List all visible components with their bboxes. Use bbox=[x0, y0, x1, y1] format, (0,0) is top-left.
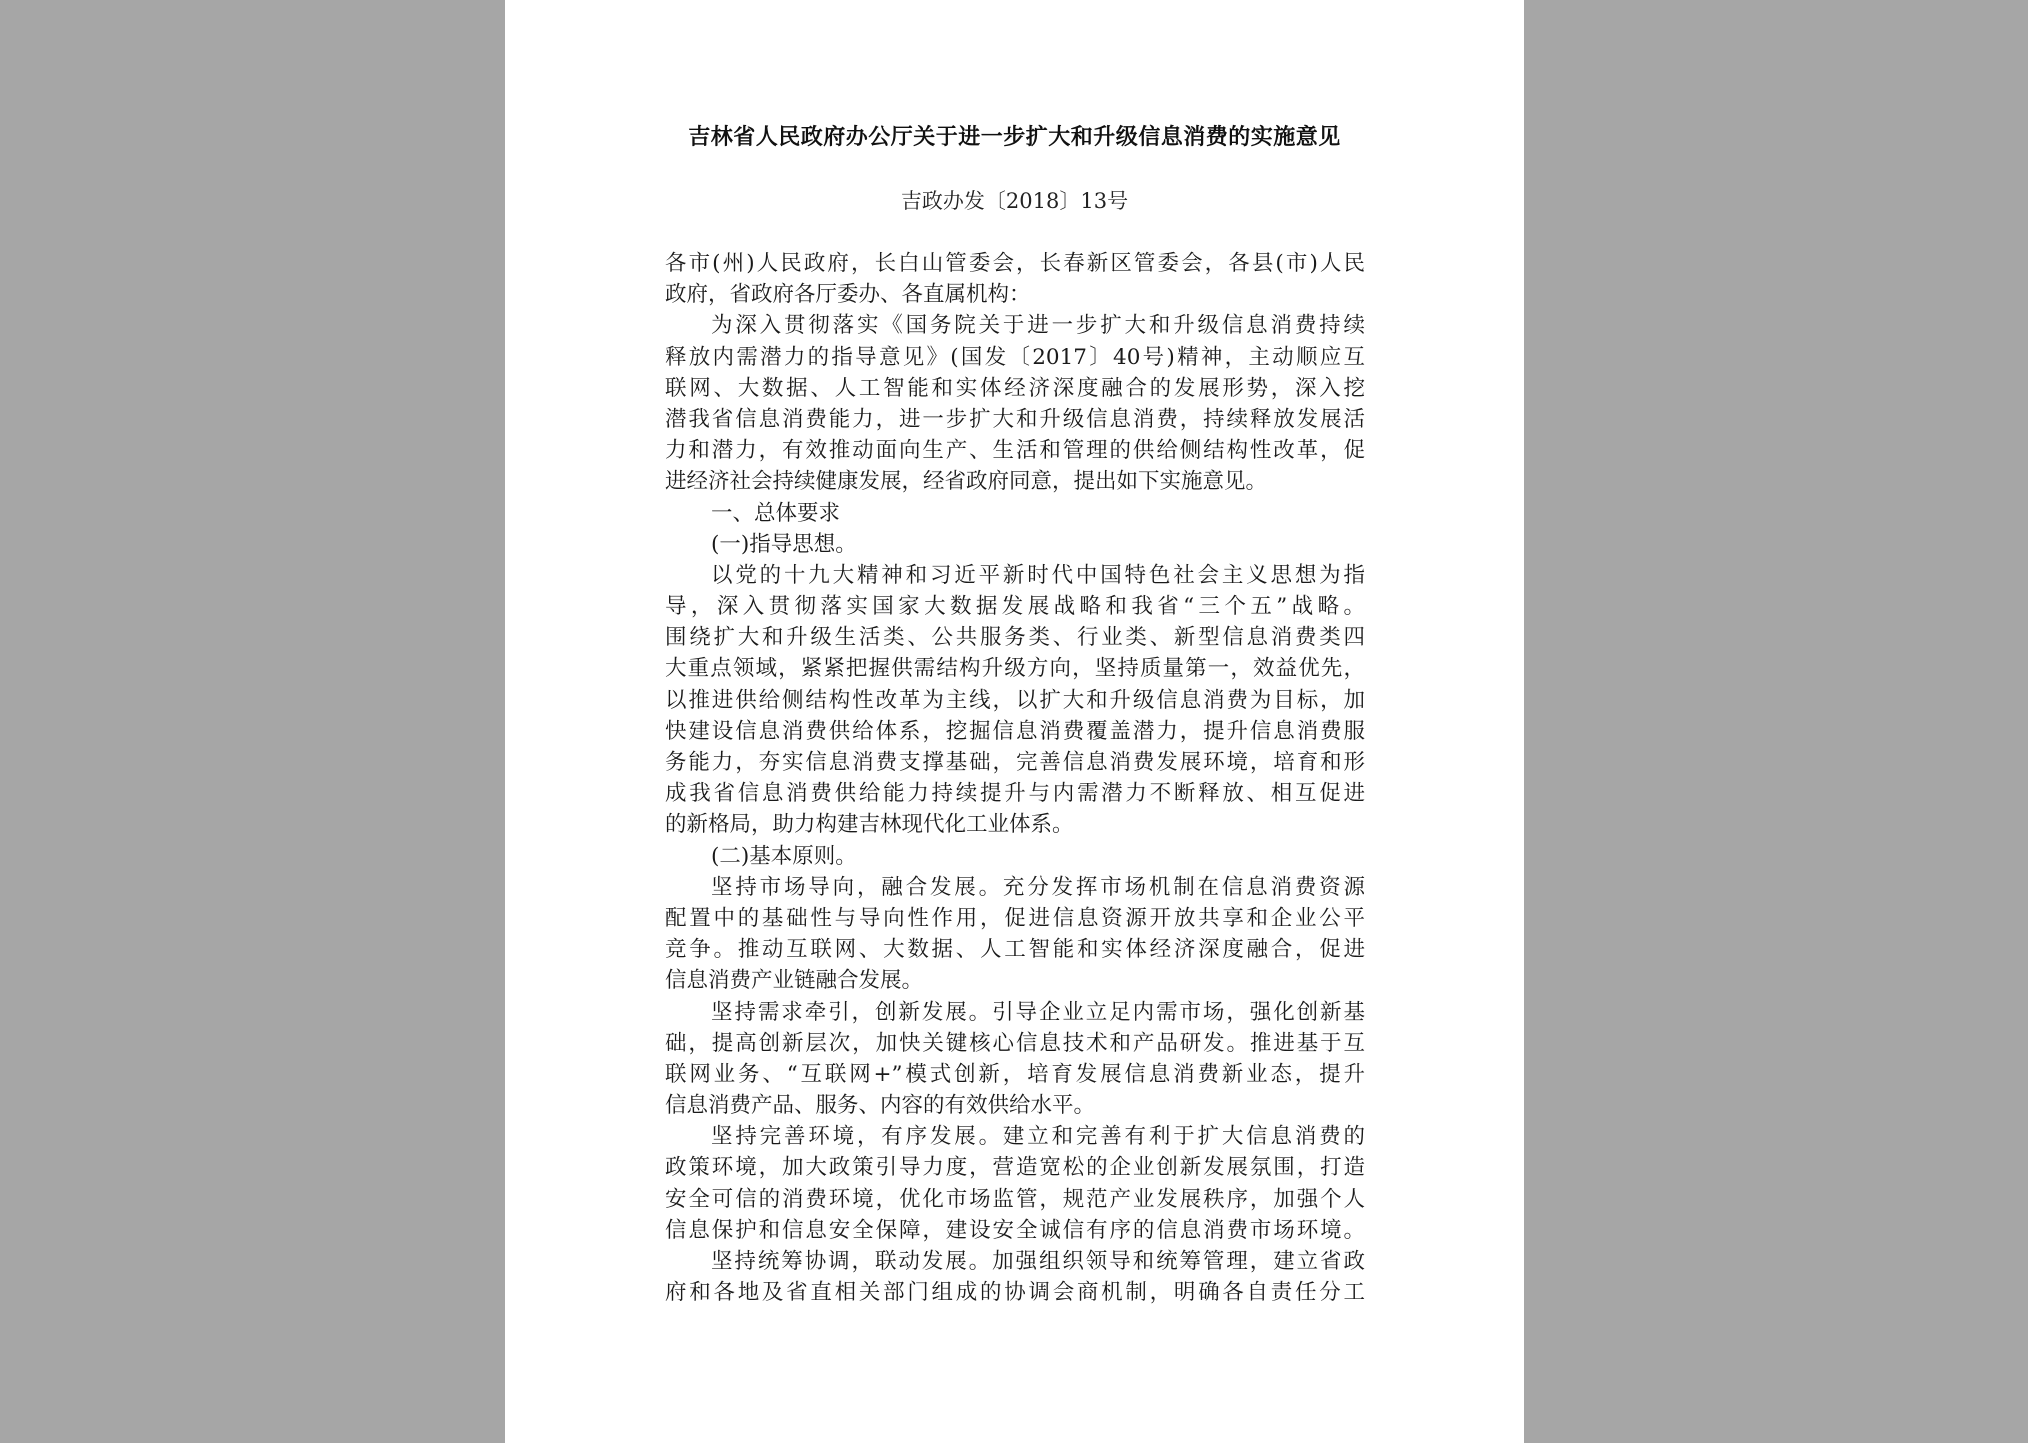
body-line: 导，深入贯彻落实国家大数据发展战略和我省“三个五”战略。 bbox=[665, 594, 1365, 620]
body-line: 政府，省政府各厅委办、各直属机构： bbox=[665, 282, 1031, 308]
body-line: 围绕扩大和升级生活类、公共服务类、行业类、新型信息消费类四 bbox=[665, 625, 1365, 651]
body-line: 安全可信的消费环境，优化市场监管，规范产业发展秩序，加强个人 bbox=[665, 1186, 1365, 1212]
body-line: 坚持市场导向，融合发展。充分发挥市场机制在信息消费资源 bbox=[711, 874, 1365, 900]
body-line: 力和潜力，有效推动面向生产、生活和管理的供给侧结构性改革，促 bbox=[665, 438, 1365, 464]
body-line: 础，提高创新层次，加快关键核心信息技术和产品研发。推进基于互 bbox=[665, 1030, 1365, 1056]
body-line: 的新格局，助力构建吉林现代化工业体系。 bbox=[665, 812, 1074, 838]
body-line: 联网、大数据、人工智能和实体经济深度融合的发展形势，深入挖 bbox=[665, 375, 1365, 401]
body-line: 成我省信息消费供给能力持续提升与内需潜力不断释放、相互促进 bbox=[665, 781, 1365, 807]
body-line: 信息消费产品、服务、内容的有效供给水平。 bbox=[665, 1093, 1096, 1119]
body-line: 释放内需潜力的指导意见》(国发〔2017〕40号)精神，主动顺应互 bbox=[665, 344, 1365, 370]
body-line: 政策环境，加大政策引导力度，营造宽松的企业创新发展氛围，打造 bbox=[665, 1155, 1365, 1181]
body-line: 一、总体要求 bbox=[711, 500, 841, 526]
body-line: 联网业务、“互联网+”模式创新，培育发展信息消费新业态，提升 bbox=[665, 1061, 1365, 1087]
body-line: 各市(州)人民政府，长白山管委会，长春新区管委会，各县(市)人民 bbox=[665, 251, 1365, 276]
body-line: 坚持统筹协调，联动发展。加强组织领导和统筹管理，建立省政 bbox=[711, 1249, 1365, 1274]
body-line: 进经济社会持续健康发展，经省政府同意，提出如下实施意见。 bbox=[665, 469, 1268, 495]
body-line: 府和各地及省直相关部门组成的协调会商机制，明确各自责任分工 bbox=[665, 1280, 1365, 1306]
body-line: 配置中的基础性与导向性作用，促进信息资源开放共享和企业公平 bbox=[665, 905, 1365, 931]
document-title: 吉林省人民政府办公厅关于进一步扩大和升级信息消费的实施意见 bbox=[688, 124, 1341, 150]
body-line: 以推进供给侧结构性改革为主线，以扩大和升级信息消费为目标，加 bbox=[665, 687, 1365, 713]
body-line: 坚持需求牵引，创新发展。引导企业立足内需市场，强化创新基 bbox=[711, 999, 1365, 1025]
document-body bbox=[665, 248, 1365, 1308]
body-line: 潜我省信息消费能力，进一步扩大和升级信息消费，持续释放发展活 bbox=[665, 406, 1365, 432]
body-line: 信息消费产业链融合发展。 bbox=[665, 968, 924, 994]
body-line: (一)指导思想。 bbox=[711, 531, 857, 557]
body-line: 竞争。推动互联网、大数据、人工智能和实体经济深度融合，促进 bbox=[665, 937, 1365, 963]
body-line: 为深入贯彻落实《国务院关于进一步扩大和升级信息消费持续 bbox=[711, 313, 1365, 339]
document-number: 吉政办发〔2018〕13号 bbox=[900, 189, 1129, 213]
body-line: 大重点领域，紧紧把握供需结构升级方向，坚持质量第一，效益优先， bbox=[665, 656, 1365, 682]
body-line: 快建设信息消费供给体系，挖掘信息消费覆盖潜力，提升信息消费服 bbox=[665, 718, 1365, 744]
body-line: 信息保护和信息安全保障，建设安全诚信有序的信息消费市场环境。 bbox=[665, 1217, 1365, 1243]
body-line: (二)基本原则。 bbox=[711, 843, 857, 869]
document-page bbox=[505, 0, 1524, 1443]
body-line: 以党的十九大精神和习近平新时代中国特色社会主义思想为指 bbox=[711, 562, 1365, 588]
body-line: 坚持完善环境，有序发展。建立和完善有利于扩大信息消费的 bbox=[711, 1124, 1365, 1150]
body-line: 务能力，夯实信息消费支撑基础，完善信息消费发展环境，培育和形 bbox=[665, 750, 1365, 775]
